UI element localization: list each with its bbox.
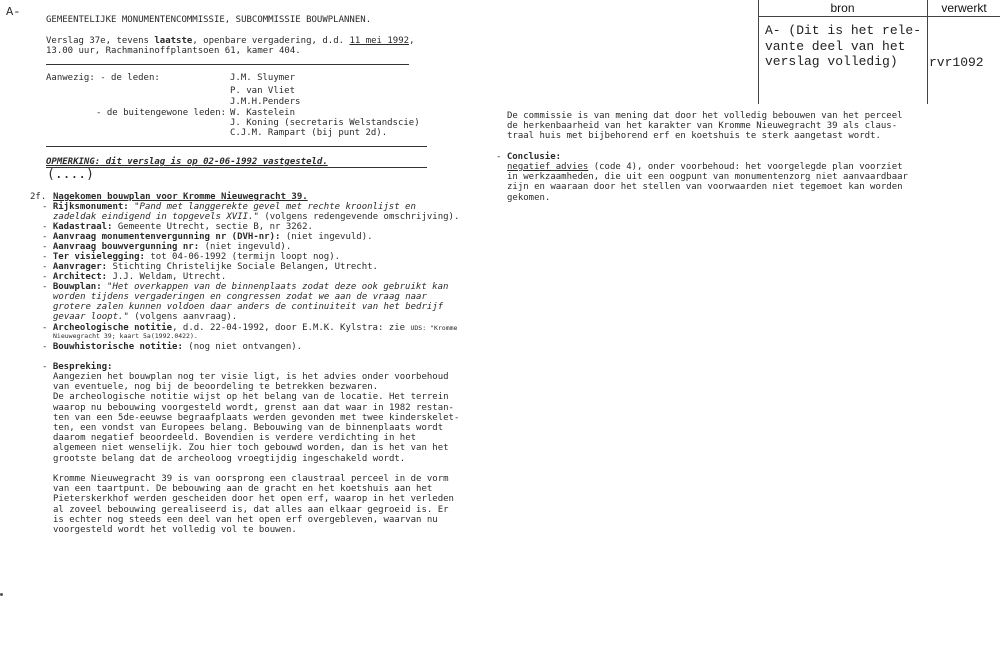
- item-title: Nagekomen bouwplan voor Kromme Nieuwegracht 39.: [53, 192, 308, 202]
- divider: [46, 146, 427, 147]
- bouwhistorische-notitie: - Bouwhistorische notitie: (nog niet ontvangen).: [42, 342, 303, 352]
- text-line: de herkenbaarheid van het karakter van Kromme Nieuwegracht 39 als claus-: [507, 121, 898, 132]
- conclusie-heading: - Conclusie:: [496, 152, 562, 162]
- text-line: daarom negatief beoordeeld. Bovendien is verdere verdichting in het: [53, 433, 417, 444]
- member-1: J.M. Sluymer: [230, 73, 296, 83]
- text-line: De commissie is van mening dat door het volledig bebouwen van het perceel: [507, 111, 903, 121]
- source-table: [758, 0, 1000, 104]
- meeting-date: 11 mei 1992: [349, 36, 410, 46]
- meeting-laatste: laatste: [154, 36, 193, 46]
- bouwvergunning: - Aanvraag bouwvergunning nr: (niet ingevuld).: [42, 242, 292, 252]
- margin-mark: A-: [6, 5, 21, 19]
- document-header: GEMEENTELIJKE MONUMENTENCOMMISSIE, SUBCOMMISSIE BOUWPLANNEN.: [46, 15, 372, 25]
- bouwplan-line-3: grotere zalen kunnen voldoen daar anders de continuiteit van het bedrijf: [53, 302, 444, 312]
- text-line: traal huis met bijbehorend erf en koetshuis te sterk aangetast wordt.: [507, 131, 881, 142]
- bron-line: vante deel van het: [765, 38, 906, 54]
- text-line: in werkzaamheden, die uit een oogpunt van monumentenzorg niet aanvaardbaar: [507, 172, 908, 183]
- meeting-text: Verslag 37e, tevens: [46, 36, 155, 46]
- meeting-line-2: 13.00 uur, Rachmaninoffplantsoen 61, kamer 404.: [46, 46, 301, 56]
- text-line: al zoveel bebouwing gerealiseerd is, dat alles aan elkaar gegroeid is. Er: [53, 504, 449, 515]
- archeologische-notitie-ref: Nieuwegracht 39; kaart 5a(1992.0422).: [53, 332, 198, 340]
- rijksmonument-cont: zadeldak eindigend in topgevels XVII." (volgens redengevende omschrijving).: [53, 212, 460, 222]
- meeting-line-1: [46, 36, 414, 46]
- advice-label: negatief advies: [507, 162, 589, 172]
- commission-opinion: [507, 111, 903, 142]
- advice-line: [507, 162, 908, 172]
- text-line: ten van een 5de-eeuwse begraafplaats werden gevonden met twee kinderskelet-: [53, 412, 460, 423]
- bron-line: verslag volledig): [765, 54, 898, 69]
- extra-member-3: C.J.M. Rampart (bij punt 2d).: [230, 128, 388, 138]
- meeting-text-mid: , openbare vergadering, d.d.: [192, 36, 350, 46]
- bouwplan-line-4: gevaar loopt." (volgens aanvraag).: [53, 312, 238, 322]
- text-line: Aangezien het bouwplan nog ter visie ligt, is het advies onder voorbehoud: [53, 372, 449, 382]
- monumentenvergunning: - Aanvraag monumentenvergunning nr (DVH-nr): (niet ingevuld).: [42, 232, 373, 242]
- remark: OPMERKING: dit verslag is op 02-06-1992 vastgesteld.: [46, 157, 328, 167]
- text-line: Kromme Nieuwegracht 39 is van oorsprong een claustraal perceel in de vorm: [53, 474, 449, 484]
- ellipsis: (....): [47, 167, 94, 182]
- text-line: gekomen.: [507, 192, 551, 203]
- extra-member-1: W. Kastelein: [230, 108, 296, 118]
- bespreking-heading: - Bespreking:: [42, 362, 113, 372]
- extra-member-2: J. Koning (secretaris Welstandscie): [230, 118, 420, 128]
- bron-cell: [765, 23, 921, 70]
- extra-members-label: - de buitengewone leden:: [96, 108, 227, 118]
- member-2: P. van Vliet: [230, 86, 296, 96]
- description-paragraph: [53, 474, 454, 535]
- aanvrager: - Aanvrager: Stichting Christelijke Sociale Belangen, Utrecht.: [42, 262, 378, 272]
- scan-speck: [0, 593, 3, 596]
- conclusie-text: [507, 162, 908, 203]
- bespreking-paragraph: [53, 372, 459, 464]
- architect: - Architect: J.J. Weldam, Utrecht.: [42, 272, 227, 282]
- verwerkt-cell: rvr1092: [929, 55, 984, 70]
- text-line: is echter nog steeds een deel van het open erf overgebleven, waarvan nu: [53, 514, 438, 525]
- item-number: 2f.: [30, 192, 47, 202]
- member-3: J.M.H.Penders: [230, 97, 301, 107]
- ter-visielegging: - Ter visielegging: tot 04-06-1992 (termijn loopt nog).: [42, 252, 341, 262]
- kadastraal: - Kadastraal: Gemeente Utrecht, sectie B, nr 3262.: [42, 222, 313, 232]
- archeologische-notitie: - Archeologische notitie, d.d. 22-04-1992, door E.M.K. Kylstra: zie UDS: "Kromme: [42, 323, 458, 333]
- bouwplan: - Bouwplan: "Het overkappen van de binnenplaats zodat deze ook gebruikt kan: [42, 282, 449, 292]
- text-line: van eventuele, nog bij de beoordeling te betrekken bezwaren.: [53, 382, 379, 393]
- column-header-bron: bron: [758, 0, 927, 17]
- bouwplan-line-2: worden tijdens vergaderingen en congressen zodat we aan de vraag naar: [53, 292, 427, 302]
- advice-first: (code 4), onder voorbehoud: het voorgelegde plan voorziet: [588, 162, 903, 172]
- text-line: van een taartpunt. De bebouwing aan de gracht en het koetshuis aan het: [53, 484, 433, 495]
- column-header-verwerkt: verwerkt: [928, 0, 1000, 17]
- text-line: zijn en waaraan door het stellen van voorwaarden niet tegemoet kan worden: [507, 182, 903, 193]
- text-line: waarop nu bebouwing voorgesteld wordt, grenst aan dat waar in 1982 restan-: [53, 402, 454, 413]
- divider: [46, 167, 427, 168]
- text-line: grootste belang dat de archeoloog vroegtijdig ingeschakeld wordt.: [53, 453, 406, 464]
- divider: [46, 64, 409, 65]
- attendance-label: Aanwezig: - de leden:: [46, 73, 160, 83]
- bron-line: A- (Dit is het rele-: [765, 23, 922, 38]
- text-line: ten, een vondst van Europees belang. Bebouwing van de binnenplaats wordt: [53, 423, 444, 434]
- text-line: voorgesteld wordt het volledig vol te bouwen.: [53, 525, 297, 536]
- meeting-text-end: ,: [409, 36, 415, 46]
- text-line: algemeen niet wenselijk. Zou hier toch gebouwd worden, dan is het van het: [53, 443, 449, 454]
- rijksmonument: - Rijksmonument: "Pand met langgerekte gevel met rechte kroonlijst en: [42, 202, 416, 212]
- text-line: Pieterskerkhof werden gescheiden door het open erf, waarop in het verleden: [53, 494, 454, 505]
- text-line: De archeologische notitie wijst op het belang van de locatie. Het terrein: [53, 392, 449, 403]
